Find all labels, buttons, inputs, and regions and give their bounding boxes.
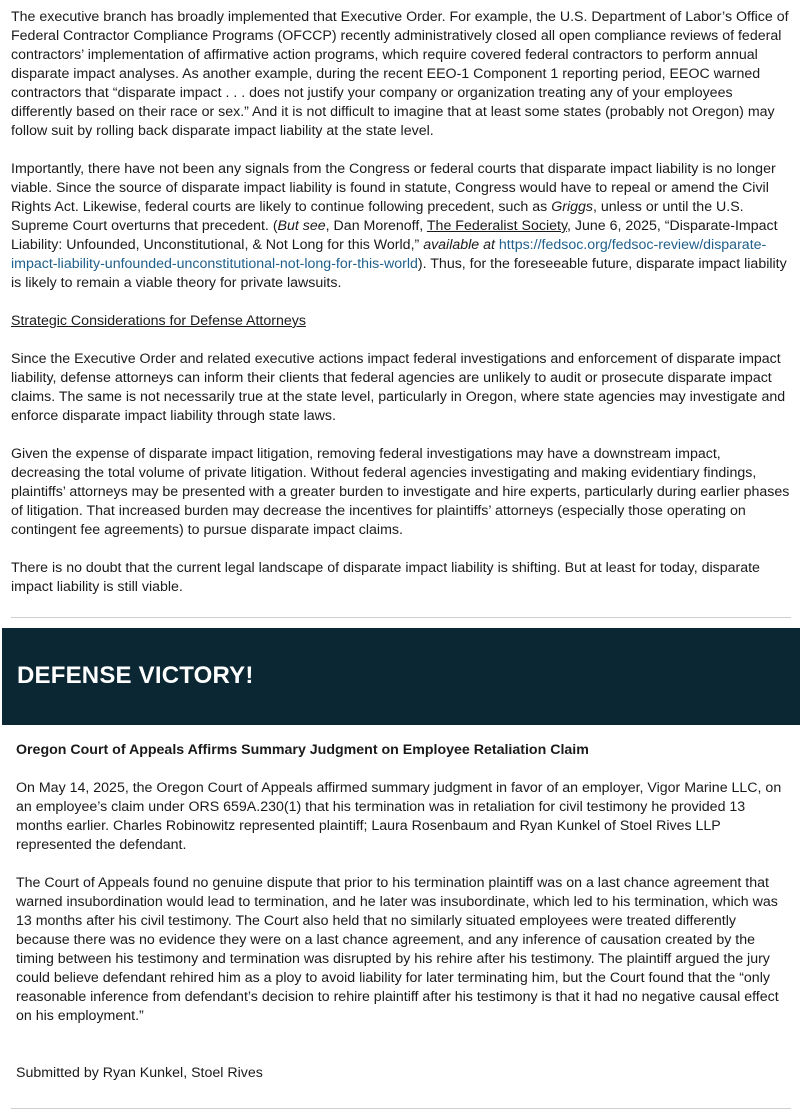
text: , Dan Morenoff, — [325, 218, 427, 234]
paragraph: On May 14, 2025, the Oregon Court of Appeals affirmed summary judgment in favor of an employer, Vigor Marine LLC, on an employee’s claim under ORS 659A.230(1) that his termination was in retaliation for civil testimony he provided 13 months earlier. Charles Robinowitz represented plaintiff; Laura Rosenbaum and Ryan Kunkel of Stoel Rives LLP represented the defendant. — [16, 780, 782, 853]
divider — [11, 617, 791, 618]
divider — [11, 1108, 791, 1109]
paragraph: There is no doubt that the current legal landscape of disparate impact liability is shifting. But at least for today, disparate impact liability is still viable. — [11, 560, 760, 595]
publication-name: The Federalist Society — [426, 218, 567, 234]
paragraph: Given the expense of disparate impact litigation, removing federal investigations may have a downstream impact, decreasing the total volume of private litigation. Without federal agencies investigating and making evidentiary findings, plaintiffs’ attorneys may be presented with a greater burden to investigate and hire experts, particularly during earlier phases of litigation. That increased burden may decrease the incentives for plaintiffs’ attorneys (especially those operating on contingent fee agreements) to pursue disparate impact claims. — [11, 446, 790, 538]
submitted-by: Submitted by Ryan Kunkel, Stoel Rives — [16, 1065, 263, 1081]
paragraph: The executive branch has broadly implemented that Executive Order. For example, the U.S. Department of Labor’s Office of Federal Contractor Compliance Programs (OFCCP) recently administratively closed all open compliance reviews of federal contractors’ implementation of affirmative action programs, which require covered federal contractors to perform annual disparate impact analyses. As another example, during the recent EEO-1 Component 1 reporting period, EEOC warned contractors that “disparate impact . . . does not justify your company or organization treating any of your employees differently based on their race or sex.” And it is not difficult to imagine that at least some states (probably not Oregon) may follow suit by rolling back disparate impact liability at the state level. — [11, 9, 789, 139]
text: ). Thus, for the foreseeable future, disparate impact liability is likely to remain a viable theory for private lawsuits. — [11, 256, 787, 291]
article-headline: Oregon Court of Appeals Affirms Summary Judgment on Employee Retaliation Claim — [16, 742, 589, 758]
text: Importantly, there have not been any signals from the Congress or federal courts that disparate impact liability is no longer viable. Since the source of disparate impact liability is found in statute, Congress would have to repeal or amend the Civil Rights Act. Likewise, federal courts are likely to continue following precedent, such as — [11, 161, 776, 215]
defense-victory-banner — [2, 628, 800, 725]
text: , June 6, 2025, “Disparate-Impact Liability: Unfounded, Unconstitutional, & Not Long for this World,” — [11, 218, 778, 253]
article-court-of-appeals — [16, 741, 790, 1045]
paragraph — [11, 160, 794, 293]
paragraph: Since the Executive Order and related executive actions impact federal investigations and enforcement of disparate impact liability, defense attorneys can inform their clients that federal agencies are unlikely to audit or prosecute disparate impact claims. The same is not necessarily true at the state level, particularly in Oregon, where state agencies may investigate and enforce disparate impact liability through state laws. — [11, 351, 786, 424]
banner-title: DEFENSE VICTORY! — [17, 662, 254, 689]
text: , unless or until the U.S. Supreme Court overturns that precedent. ( — [11, 199, 744, 234]
case-name: Griggs — [551, 199, 593, 215]
citation-signal: But see — [277, 218, 326, 234]
section-heading: Strategic Considerations for Defense Attorneys — [11, 313, 306, 329]
paragraph: The Court of Appeals found no genuine dispute that prior to his termination plaintiff was on a last chance agreement that warned insubordination would lead to termination, and he later was insubordinate, which led to his termination, which was 13 months after his civil testimony. The Court also held that no similarly situated employees were treated differently because there was no evidence they were on a last chance agreement, and any inference of causation created by the timing between his testimony and termination was disrupted by his rehire after his testimony. The plaintiff argued the jury could believe defendant rehired him as a ploy to avoid liability for later terminating him, but the Court found that the “only reasonable inference from defendant’s decision to rehire plaintiff after his testimony is that it had no negative causal effect on his employment.” — [16, 875, 779, 1024]
fedsoc-article-link[interactable]: https://fedsoc.org/fedsoc-review/disparate-impact-liability-unfounded-unconstitutional-not-long-for-this-world — [11, 237, 767, 272]
citation-signal: available at — [423, 237, 495, 253]
